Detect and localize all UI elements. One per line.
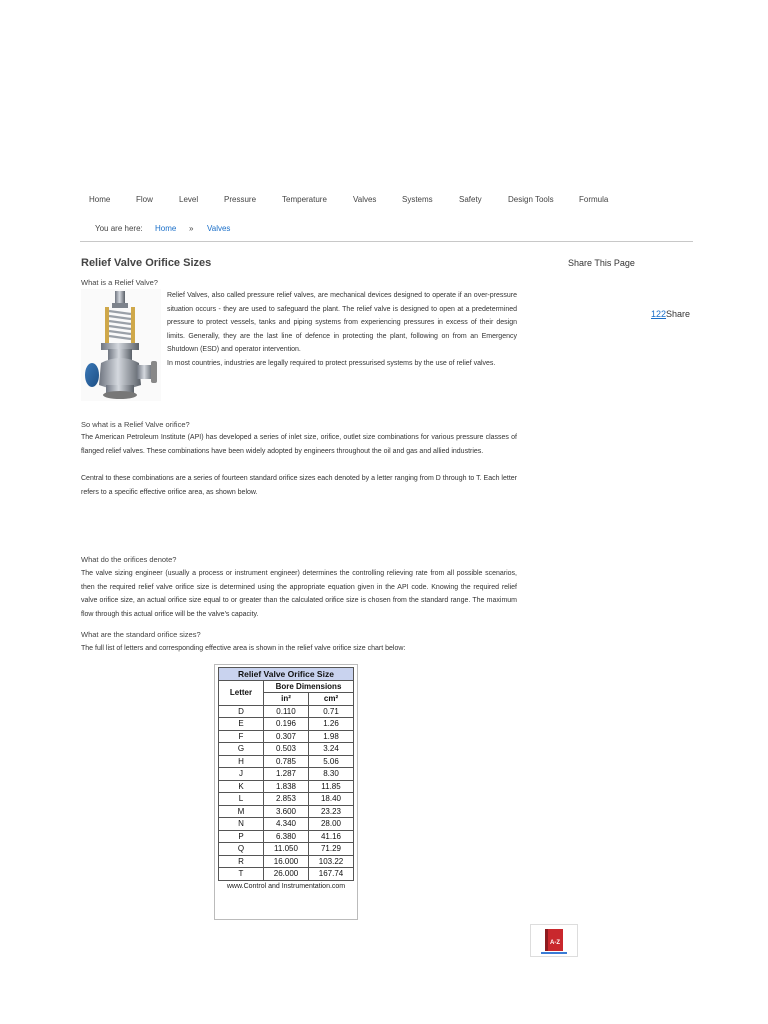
cell-letter: N <box>219 818 264 831</box>
cell-in2: 0.785 <box>264 755 309 768</box>
cell-cm2: 1.26 <box>308 718 353 731</box>
nav-systems[interactable]: Systems <box>402 195 433 204</box>
cell-cm2: 28.00 <box>308 818 353 831</box>
table-row <box>219 780 354 793</box>
cell-cm2: 5.06 <box>308 755 353 768</box>
cell-cm2: 0.71 <box>308 705 353 718</box>
cell-letter: F <box>219 730 264 743</box>
cell-letter: J <box>219 768 264 781</box>
paragraph-relief-valve-definition: Relief Valves, also called pressure relief valves, are mechanical devices designed to operate if an over-pressure situation occurs - they are used to safeguard the plant. The relief valve is designed to open at a predetermined pressure to protect vessels, tanks and piping systems from experiencing pressures in excess of their design limits. Generally, they are the last line of defence in protecting the plant, following on from an Emergency Shutdown (ESD) and operator intervention. <box>167 292 517 353</box>
cell-letter: G <box>219 743 264 756</box>
share-widget[interactable] <box>651 309 690 319</box>
table-row <box>219 793 354 806</box>
heading-what-is-relief-valve: What is a Relief Valve? <box>81 278 158 287</box>
cell-cm2: 3.24 <box>308 743 353 756</box>
nav-formula[interactable]: Formula <box>579 195 609 204</box>
table-footer: www.Control and Instrumentation.com <box>226 882 346 890</box>
nav-flow[interactable]: Flow <box>136 195 153 204</box>
cell-letter: P <box>219 830 264 843</box>
table-row <box>219 743 354 756</box>
paragraph-legal-requirement: In most countries, industries are legally required to protect pressurised systems by the use of relief valves. <box>167 360 496 367</box>
table-row <box>219 768 354 781</box>
cell-in2: 0.503 <box>264 743 309 756</box>
cell-cm2: 41.16 <box>308 830 353 843</box>
cell-letter: H <box>219 755 264 768</box>
cell-in2: 0.307 <box>264 730 309 743</box>
cell-in2: 4.340 <box>264 818 309 831</box>
cell-letter: R <box>219 855 264 868</box>
nav-valves[interactable]: Valves <box>353 195 377 204</box>
cell-in2: 1.287 <box>264 768 309 781</box>
breadcrumb-valves-link[interactable]: Valves <box>207 224 231 233</box>
breadcrumb-prefix: You are here: <box>95 224 143 233</box>
col-in2-header: in² <box>264 693 309 706</box>
share-title: Share This Page <box>568 258 635 268</box>
cell-cm2: 71.29 <box>308 843 353 856</box>
share-button[interactable]: Share <box>666 309 691 319</box>
az-book-icon <box>531 925 577 956</box>
heading-what-is-orifice: So what is a Relief Valve orifice? <box>81 420 190 429</box>
nav-home[interactable]: Home <box>89 195 111 204</box>
nav-safety[interactable]: Safety <box>459 195 482 204</box>
orifice-table-body <box>219 705 354 880</box>
cell-in2: 6.380 <box>264 830 309 843</box>
heading-what-orifices-denote: What do the orifices denote? <box>81 555 177 564</box>
table-row <box>219 855 354 868</box>
cell-cm2: 11.85 <box>308 780 353 793</box>
relief-valve-icon <box>81 289 161 401</box>
cell-cm2: 8.30 <box>308 768 353 781</box>
paragraph-api-combinations: The American Petroleum Institute (API) has developed a series of inlet size, orifice, outlet size combinations for various pressure classes of flanged relief valves. These combinations have been widely adopted by engineers throughout the oil and gas and allied industries. <box>81 434 517 455</box>
cell-in2: 2.853 <box>264 793 309 806</box>
nav-level[interactable]: Level <box>179 195 199 204</box>
cell-cm2: 23.23 <box>308 805 353 818</box>
table-row <box>219 705 354 718</box>
table-title: Relief Valve Orifice Size <box>219 668 354 681</box>
cell-in2: 0.196 <box>264 718 309 731</box>
cell-letter: T <box>219 868 264 881</box>
az-index-badge[interactable] <box>530 924 578 957</box>
paragraph-full-list: The full list of letters and corresponding effective area is shown in the relief valve orifice size chart below: <box>81 645 406 652</box>
page-title: Relief Valve Orifice Sizes <box>81 257 212 269</box>
header-divider <box>80 241 693 242</box>
nav-design-tools[interactable]: Design Tools <box>508 195 554 204</box>
orifice-size-chart <box>214 664 358 920</box>
paragraph-orifice-denote: The valve sizing engineer (usually a process or instrument engineer) determines the controlling relieving rate from all possible scenarios, then the required relief valve orifice size is determined using the appropriate equation given in the API code. Knowing the required relief valve orifice size, an actual orifice size equal to or greater than the calculated orifice size is chosen from the standard range. The maximum flow through this actual orifice will be the valve's capacity. <box>81 570 517 618</box>
table-row <box>219 805 354 818</box>
table-row <box>219 843 354 856</box>
cell-in2: 0.110 <box>264 705 309 718</box>
cell-letter: E <box>219 718 264 731</box>
col-cm2-header: cm² <box>308 693 353 706</box>
cell-in2: 26.000 <box>264 868 309 881</box>
paragraph-fourteen-sizes: Central to these combinations are a series of fourteen standard orifice sizes each denoted by a letter ranging from D through to T. Each letter refers to a specific effective orifice area, as shown below. <box>81 475 517 496</box>
breadcrumb-separator: » <box>189 224 194 233</box>
heading-standard-sizes: What are the standard orifice sizes? <box>81 630 201 639</box>
az-label: A-Z <box>550 940 560 946</box>
table-row <box>219 718 354 731</box>
cell-cm2: 103.22 <box>308 855 353 868</box>
nav-pressure[interactable]: Pressure <box>224 195 257 204</box>
nav-temperature[interactable]: Temperature <box>282 195 327 204</box>
cell-letter: K <box>219 780 264 793</box>
breadcrumb-home-link[interactable]: Home <box>155 224 177 233</box>
cell-in2: 1.838 <box>264 780 309 793</box>
cell-in2: 11.050 <box>264 843 309 856</box>
table-row <box>219 755 354 768</box>
table-row <box>219 868 354 881</box>
cell-cm2: 18.40 <box>308 793 353 806</box>
orifice-table <box>218 667 354 881</box>
cell-cm2: 167.74 <box>308 868 353 881</box>
table-row <box>219 830 354 843</box>
col-letter-header: Letter <box>219 680 264 705</box>
table-row <box>219 818 354 831</box>
cell-letter: D <box>219 705 264 718</box>
cell-in2: 16.000 <box>264 855 309 868</box>
cell-letter: L <box>219 793 264 806</box>
relief-valve-image <box>81 289 161 401</box>
cell-letter: Q <box>219 843 264 856</box>
table-row <box>219 730 354 743</box>
col-bore-header: Bore Dimensions <box>264 680 354 693</box>
cell-letter: M <box>219 805 264 818</box>
share-count[interactable]: 122 <box>651 309 667 319</box>
cell-cm2: 1.98 <box>308 730 353 743</box>
cell-in2: 3.600 <box>264 805 309 818</box>
